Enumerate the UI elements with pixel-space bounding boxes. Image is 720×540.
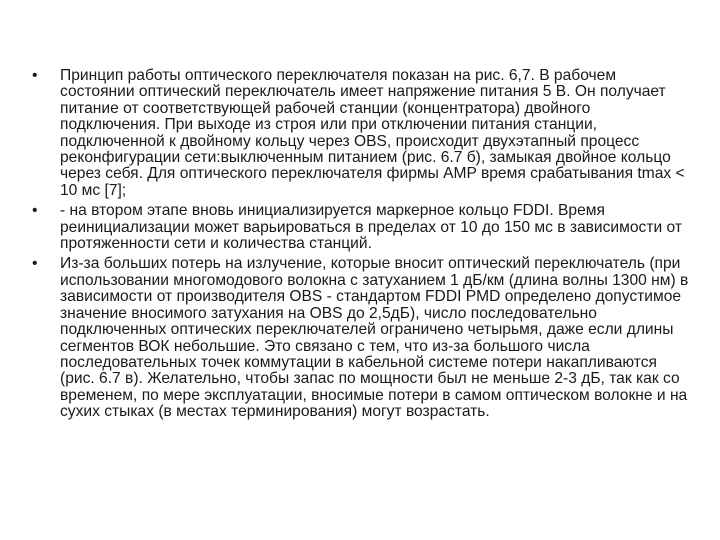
bullet-item-3: [32, 256, 692, 420]
bullet-text: - на втором этапе вновь инициализируется маркерное кольцо FDDI. Время реинициализации может варьироваться в пределах от 10 до 150 мс в зависимости от протяженности сети и количества станций.: [60, 202, 682, 253]
bullet-item-2: [32, 203, 692, 252]
bullet-text: Из-за больших потерь на излучение, которые вносит оптический переключатель (при использовании многомодового волокна с затуханием 1 дБ/км (длина волны 1300 нм) в зависимости от производителя OBS - стандартом FDDI PMD определено допустимое значение вносимого затухания на OBS до 2,5дБ), число последовательно подключенных оптических переключателей ограничено четырьмя, даже если длины сегментов ВОК небольшие. Это связано с тем, что из-за большого числа последовательных точек коммутации в кабельной системе потери накапливаются (рис. 6.7 в). Желательно, чтобы запас по мощности был не меньше 2-3 дБ, так как со временем, по мере эксплуатации, вносимые потери в самом оптическом волокне и на сухих стыках (в местах терминирования) могут возрастать.: [60, 255, 689, 421]
bullet-text: Принцип работы оптического переключателя показан на рис. 6,7. В рабочем состоянии оптический переключатель имеет напряжение питания 5 В. Он получает питание от соответствующей рабочей станции (концентратора) двойного подключения. При выходе из строя или при отключении питания станции, подключенной к двойному кольцу через OBS, происходит двухэтапный процесс реконфигурации сети:выключенным питанием (рис. 6.7 б), замыкая двойное кольцо через себя. Для оптического переключателя фирмы AMP время срабатывания tmax < 10 мс [7];: [60, 67, 685, 199]
bullet-list: [32, 68, 692, 425]
bullet-marker: •: [32, 255, 38, 273]
bullet-marker: •: [32, 202, 38, 220]
bullet-marker: •: [32, 67, 38, 84]
bullet-item-1: [32, 68, 692, 199]
